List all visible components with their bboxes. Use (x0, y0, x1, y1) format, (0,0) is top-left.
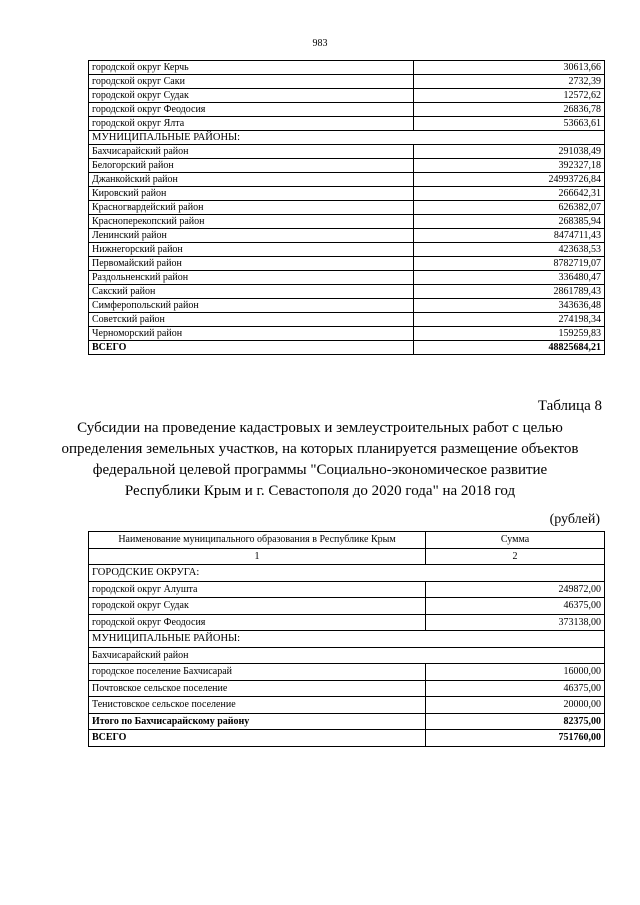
table-row (89, 680, 605, 697)
row-amount: 423638,53 (414, 243, 605, 257)
table-row (89, 313, 605, 327)
row-amount: 24993726,84 (414, 173, 605, 187)
row-name: городской округ Керчь (89, 61, 414, 75)
row-name: Джанкойский район (89, 173, 414, 187)
row-amount: 30613,66 (414, 61, 605, 75)
table-row (89, 581, 605, 598)
row-amount: 46375,00 (426, 598, 605, 615)
total-amount: 48825684,21 (414, 341, 605, 355)
table-row (89, 75, 605, 89)
table-row (89, 173, 605, 187)
row-amount: 268385,94 (414, 215, 605, 229)
table-caption: Таблица 8 (537, 398, 602, 414)
cadastral-subsidies-table (88, 531, 605, 747)
row-name: городской округ Судак (89, 598, 426, 615)
row-amount: 249872,00 (426, 581, 605, 598)
row-name: Симферопольский район (89, 299, 414, 313)
column-number-1: 1 (89, 548, 426, 565)
section-row (89, 565, 605, 582)
row-amount: 159259,83 (414, 327, 605, 341)
row-name: Красноперекопский район (89, 215, 414, 229)
table-row (89, 285, 605, 299)
district-name: Бахчисарайский район (89, 647, 605, 664)
table-row (89, 103, 605, 117)
row-name: городское поселение Бахчисарай (89, 664, 426, 681)
row-name: Белогорский район (89, 159, 414, 173)
header-row (89, 532, 605, 549)
row-amount: 8782719,07 (414, 257, 605, 271)
row-amount: 16000,00 (426, 664, 605, 681)
row-amount: 2861789,43 (414, 285, 605, 299)
row-name: Красногвардейский район (89, 201, 414, 215)
table-row (89, 327, 605, 341)
table-row (89, 201, 605, 215)
row-amount: 53663,61 (414, 117, 605, 131)
row-name: Раздольненский район (89, 271, 414, 285)
total-row (89, 341, 605, 355)
total-label: ВСЕГО (89, 341, 414, 355)
currency-unit: (рублей) (549, 512, 600, 527)
row-name: Нижнегорский район (89, 243, 414, 257)
table-row (89, 215, 605, 229)
subtotal-row (89, 713, 605, 730)
district-row (89, 647, 605, 664)
table-row (89, 61, 605, 75)
header-sum: Сумма (426, 532, 605, 549)
column-number-2: 2 (426, 548, 605, 565)
table-row (89, 697, 605, 714)
row-amount: 2732,39 (414, 75, 605, 89)
row-name: городской округ Феодосия (89, 103, 414, 117)
subtotal-label: Итого по Бахчисарайскому району (89, 713, 426, 730)
total-amount: 751760,00 (426, 730, 605, 747)
section-row (89, 131, 605, 145)
row-amount: 291038,49 (414, 145, 605, 159)
row-name: Первомайский район (89, 257, 414, 271)
table-row (89, 598, 605, 615)
row-name: Бахчисарайский район (89, 145, 414, 159)
section-okruga-label: ГОРОДСКИЕ ОКРУГА: (89, 565, 605, 582)
row-name: городской округ Саки (89, 75, 414, 89)
row-amount: 26836,78 (414, 103, 605, 117)
row-name: Тенистовское сельское поселение (89, 697, 426, 714)
row-name: Сакский район (89, 285, 414, 299)
header-name: Наименование муниципального образования в Республике Крым (89, 532, 426, 549)
table-row (89, 271, 605, 285)
table-title: Субсидии на проведение кадастровых и землеустроительных работ с целью определения земельных участков, на которых планируется размещение объектов федеральной целевой программы "Социально-экономическое развитие Республики Крым и г. Севастополя до 2020 года" на 2018 год (61, 420, 579, 499)
row-amount: 46375,00 (426, 680, 605, 697)
table-row (89, 299, 605, 313)
subsidies-table-continued (88, 60, 605, 355)
section-row (89, 631, 605, 648)
column-number-row (89, 548, 605, 565)
row-name: городской округ Судак (89, 89, 414, 103)
table-row (89, 229, 605, 243)
table-row (89, 187, 605, 201)
row-amount: 343636,48 (414, 299, 605, 313)
row-amount: 12572,62 (414, 89, 605, 103)
table-row (89, 664, 605, 681)
row-name: Советский район (89, 313, 414, 327)
table-row (89, 257, 605, 271)
row-name: городской округ Ялта (89, 117, 414, 131)
row-name: Черноморский район (89, 327, 414, 341)
table-row (89, 89, 605, 103)
table-row (89, 243, 605, 257)
table-row (89, 145, 605, 159)
row-amount: 336480,47 (414, 271, 605, 285)
row-amount: 392327,18 (414, 159, 605, 173)
row-name: Ленинский район (89, 229, 414, 243)
row-amount: 626382,07 (414, 201, 605, 215)
row-name: городской округ Феодосия (89, 614, 426, 631)
row-name: городской округ Алушта (89, 581, 426, 598)
table-row (89, 117, 605, 131)
row-amount: 20000,00 (426, 697, 605, 714)
table-row (89, 159, 605, 173)
page-number: 983 (312, 38, 328, 49)
section-districts-label: МУНИЦИПАЛЬНЫЕ РАЙОНЫ: (89, 131, 605, 145)
table-row (89, 614, 605, 631)
row-amount: 266642,31 (414, 187, 605, 201)
row-name: Почтовское сельское поселение (89, 680, 426, 697)
section-districts-label: МУНИЦИПАЛЬНЫЕ РАЙОНЫ: (89, 631, 605, 648)
row-amount: 373138,00 (426, 614, 605, 631)
row-amount: 274198,34 (414, 313, 605, 327)
total-label: ВСЕГО (89, 730, 426, 747)
subtotal-amount: 82375,00 (426, 713, 605, 730)
row-name: Кировский район (89, 187, 414, 201)
row-amount: 8474711,43 (414, 229, 605, 243)
total-row (89, 730, 605, 747)
